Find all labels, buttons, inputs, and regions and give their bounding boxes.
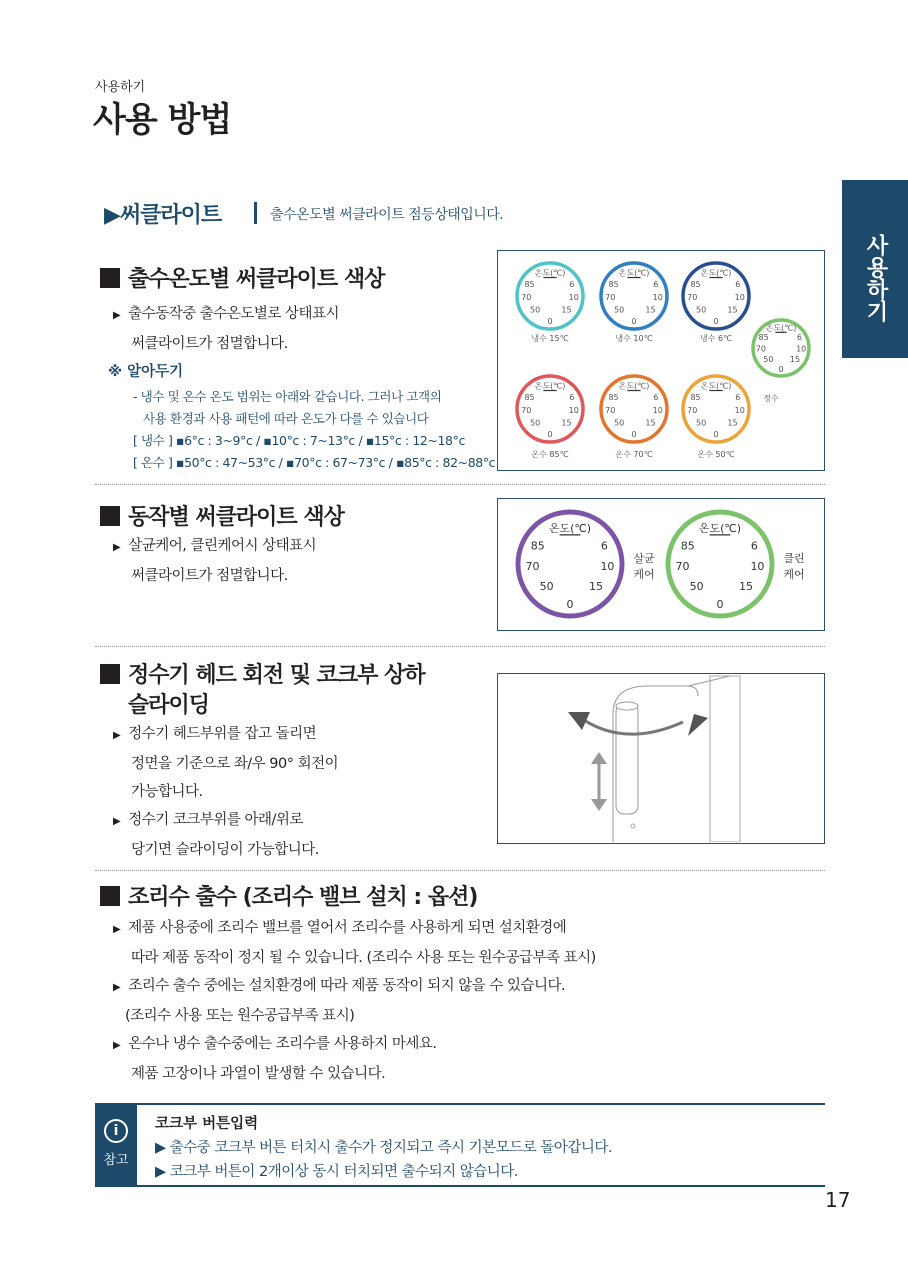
dial-num: 50	[530, 305, 541, 315]
section-heading: ▶써클라이트	[104, 203, 222, 228]
dial-num: 15	[789, 355, 801, 364]
dial-num: 6	[735, 392, 741, 402]
section-subtitle: 출수온도별 써클라이트 점등상태입니다.	[270, 207, 504, 223]
dial-num: 6	[735, 279, 741, 289]
dial-num: 70	[687, 405, 698, 415]
dial-num: 85	[524, 392, 535, 402]
action-dial	[518, 512, 622, 616]
dial-caption: 냉수 15℃	[531, 334, 569, 343]
dial-num: 15	[589, 580, 603, 593]
dial-num: 15	[739, 580, 753, 593]
temp-dial	[517, 376, 583, 442]
dial-num: 15	[727, 305, 738, 315]
triangle-bullet-icon: ▶	[113, 542, 121, 553]
temp-dials-figure	[497, 250, 825, 471]
temp-color-heading: 출수온도별 써클라이트 색상	[100, 262, 384, 293]
temp-dial	[683, 263, 749, 329]
section-divider-bar	[254, 202, 257, 224]
dial-num: 10	[734, 292, 745, 302]
dial-num: 70	[605, 292, 616, 302]
dial-num: 0	[631, 317, 637, 327]
dial-num: 6	[600, 539, 608, 553]
triangle-bullet-icon: ▶	[113, 310, 121, 321]
dial-caption: 온수 70℃	[615, 450, 653, 459]
dial-num: 50	[614, 305, 625, 315]
action-color-bullets: ▶ 살균케어, 클린케어시 상태표시 써클라이트가 점멸합니다.	[113, 538, 317, 584]
dial-header: 온도(℃)	[618, 381, 650, 391]
dial-caption: 케어	[783, 568, 805, 581]
dial-num: 50	[763, 355, 774, 364]
temp-dial	[601, 376, 667, 442]
dial-num: 70	[521, 292, 532, 302]
temp-dials-svg	[498, 251, 823, 469]
triangle-bullet-icon: ▶	[113, 730, 121, 741]
dial-num: 70	[605, 405, 616, 415]
note-text: - 냉수 및 온수 온도 범위는 아래와 같습니다. 그러나 고객의 사용 환경과 사용 패턴에 따라 온도가 다를 수 있습니다 [ 냉수 ] ▪6°c : 3~9°c / ▪10°c : 7~13°c / ▪15°c : 12~18°c [ 온수 ] ▪50°c : 47~53°c / ▪70°c : 67~73°c / ▪85°c : 82~88°c	[133, 386, 495, 474]
triangle-bullet-icon: ▶	[113, 1040, 121, 1051]
dial-num: 85	[530, 539, 545, 553]
triangle-bullet-icon: ▶	[113, 982, 121, 993]
reference-top-line	[95, 1103, 825, 1105]
dial-num: 85	[690, 392, 701, 402]
dial-num: 0	[547, 430, 553, 440]
dial-num: 70	[521, 405, 532, 415]
dial-num: 0	[631, 430, 637, 440]
action-dial	[668, 512, 772, 616]
dial-num: 0	[547, 317, 553, 327]
reference-title: 코크부 버튼입력	[155, 1116, 259, 1132]
dial-num: 10	[568, 405, 579, 415]
slide-up-arrow-icon	[591, 752, 607, 764]
dial-caption: 정수	[763, 394, 779, 403]
dial-caption: 케어	[633, 568, 655, 581]
dial-num: 70	[687, 292, 698, 302]
divider	[95, 484, 825, 485]
dial-header: 온도(℃)	[700, 381, 732, 391]
dial-header: 온도(℃)	[765, 323, 797, 333]
dial-num: 50	[539, 580, 554, 593]
dial-num: 15	[645, 305, 656, 315]
cold-ranges: [ 냉수 ] ▪6°c : 3~9°c / ▪10°c : 7~13°c / ▪15°c : 12~18°c	[133, 433, 465, 448]
dial-num: 10	[600, 560, 615, 574]
dial-num: 85	[680, 539, 695, 553]
dial-num: 50	[689, 580, 704, 593]
dial-num: 6	[653, 279, 659, 289]
dial-caption: 살균	[633, 552, 655, 565]
action-dials-svg	[498, 499, 823, 629]
dial-num: 6	[796, 333, 803, 343]
dial-num: 50	[530, 418, 541, 428]
dial-caption: 냉수 10℃	[615, 334, 653, 343]
rotate-right-arrow-icon	[688, 714, 708, 736]
dial-num: 10	[652, 292, 663, 302]
dial-num: 70	[525, 560, 540, 574]
temp-dial	[517, 263, 583, 329]
dial-num: 50	[614, 418, 625, 428]
dial-num: 15	[727, 418, 738, 428]
dial-num: 70	[675, 560, 690, 574]
rotation-heading: 정수기 헤드 회전 및 코크부 상하	[100, 658, 425, 689]
dial-num: 0	[566, 598, 574, 612]
rotation-bullets: ▶ 정수기 헤드부위를 잡고 돌리면 정면을 기준으로 좌/우 90° 회전이 가능합니다. ▶ 정수기 코크부위를 아래/위로 당기면 슬라이딩이 가능합니다.	[113, 726, 339, 858]
dial-num: 6	[569, 279, 575, 289]
action-dials-figure	[497, 498, 825, 631]
page-number: 17	[825, 1188, 851, 1212]
dial-num: 15	[561, 305, 572, 315]
dial-caption: 클린	[783, 552, 805, 565]
dial-num: 6	[750, 539, 758, 553]
dial-num: 85	[758, 333, 769, 343]
dial-num: 0	[778, 364, 784, 374]
page-title: 사용 방법	[93, 100, 232, 140]
dial-num: 70	[755, 344, 766, 354]
reference-label-box: i 참고	[95, 1105, 137, 1185]
temp-dial	[683, 376, 749, 442]
dial-header: 온도(℃)	[548, 521, 592, 535]
breadcrumb: 사용하기	[95, 80, 146, 95]
cooking-heading: 조리수 출수 (조리수 밸브 설치 : 옵션)	[100, 880, 477, 911]
dial-header: 온도(℃)	[700, 268, 732, 278]
dial-num: 0	[716, 598, 724, 612]
cooking-bullets: ▶ 제품 사용중에 조리수 밸브를 열어서 조리수를 사용하게 되면 설치환경에 따라 제품 동작이 정지 될 수 있습니다. (조리수 사용 또는 원수공급부족 표시) ▶ 조리수 출수 중에는 설치환경에 따라 제품 동작이 되지 않을 수 있습니다. (조리수 사용 또는 원수공급부족 표시) ▶ 온수나 냉수 출수중에는 조리수를 사용하지 마세요. 제품 고장이나 과열이 발생할 수 있습니다.	[113, 920, 596, 1082]
dial-num: 85	[524, 279, 535, 289]
triangle-bullet-icon: ▶	[113, 816, 121, 827]
triangle-bullet-icon: ▶	[113, 924, 121, 935]
dial-num: 0	[713, 317, 719, 327]
temp-color-bullets: ▶ 출수동작중 출수온도별로 상태표시 써클라이트가 점멸합니다.	[113, 306, 340, 352]
square-bullet-icon	[100, 506, 120, 526]
dial-num: 6	[569, 392, 575, 402]
reference-line-1: ▶ 출수중 코크부 버튼 터치시 출수가 정지되고 즉시 기본모드로 돌아갑니다.	[155, 1140, 612, 1156]
dial-header: 온도(℃)	[618, 268, 650, 278]
dial-header: 온도(℃)	[534, 381, 566, 391]
square-bullet-icon	[100, 268, 120, 288]
side-tab: 사용하기	[842, 180, 908, 358]
slide-down-arrow-icon	[591, 799, 607, 811]
dial-caption: 온수 85℃	[531, 450, 569, 459]
dial-num: 10	[750, 560, 765, 574]
purifier-illustration	[498, 674, 823, 842]
dial-num: 85	[608, 392, 619, 402]
rotation-heading-2: 슬라이딩	[128, 693, 210, 718]
dial-num: 15	[645, 418, 656, 428]
dial-num: 10	[734, 405, 745, 415]
rotation-figure	[497, 673, 825, 844]
dial-num: 6	[653, 392, 659, 402]
dial-num: 85	[608, 279, 619, 289]
reference-line-2: ▶ 코크부 버튼이 2개이상 동시 터치되면 출수되지 않습니다.	[155, 1164, 518, 1180]
temp-dial	[753, 320, 809, 376]
dial-num: 10	[652, 405, 663, 415]
dial-caption: 온수 50℃	[697, 450, 735, 459]
dial-num: 50	[696, 418, 707, 428]
temp-dial	[601, 263, 667, 329]
dial-caption: 냉수 6℃	[699, 334, 733, 343]
dial-num: 10	[796, 344, 807, 354]
hot-ranges: [ 온수 ] ▪50°c : 47~53°c / ▪70°c : 67~73°c / ▪85°c : 82~88°c	[133, 455, 496, 470]
square-bullet-icon	[100, 886, 120, 906]
divider	[95, 646, 825, 647]
note-title: ※ 알아두기	[108, 364, 184, 380]
dial-num: 85	[690, 279, 701, 289]
dial-num: 15	[561, 418, 572, 428]
divider	[95, 870, 825, 871]
dial-header: 온도(℃)	[698, 521, 742, 535]
dial-header: 온도(℃)	[534, 268, 566, 278]
action-color-heading: 동작별 써클라이트 색상	[100, 500, 344, 531]
dial-num: 50	[696, 305, 707, 315]
dial-num: 0	[713, 430, 719, 440]
square-bullet-icon	[100, 664, 120, 684]
dial-num: 10	[568, 292, 579, 302]
reference-bottom-line	[95, 1185, 825, 1187]
info-icon: i	[104, 1119, 128, 1143]
